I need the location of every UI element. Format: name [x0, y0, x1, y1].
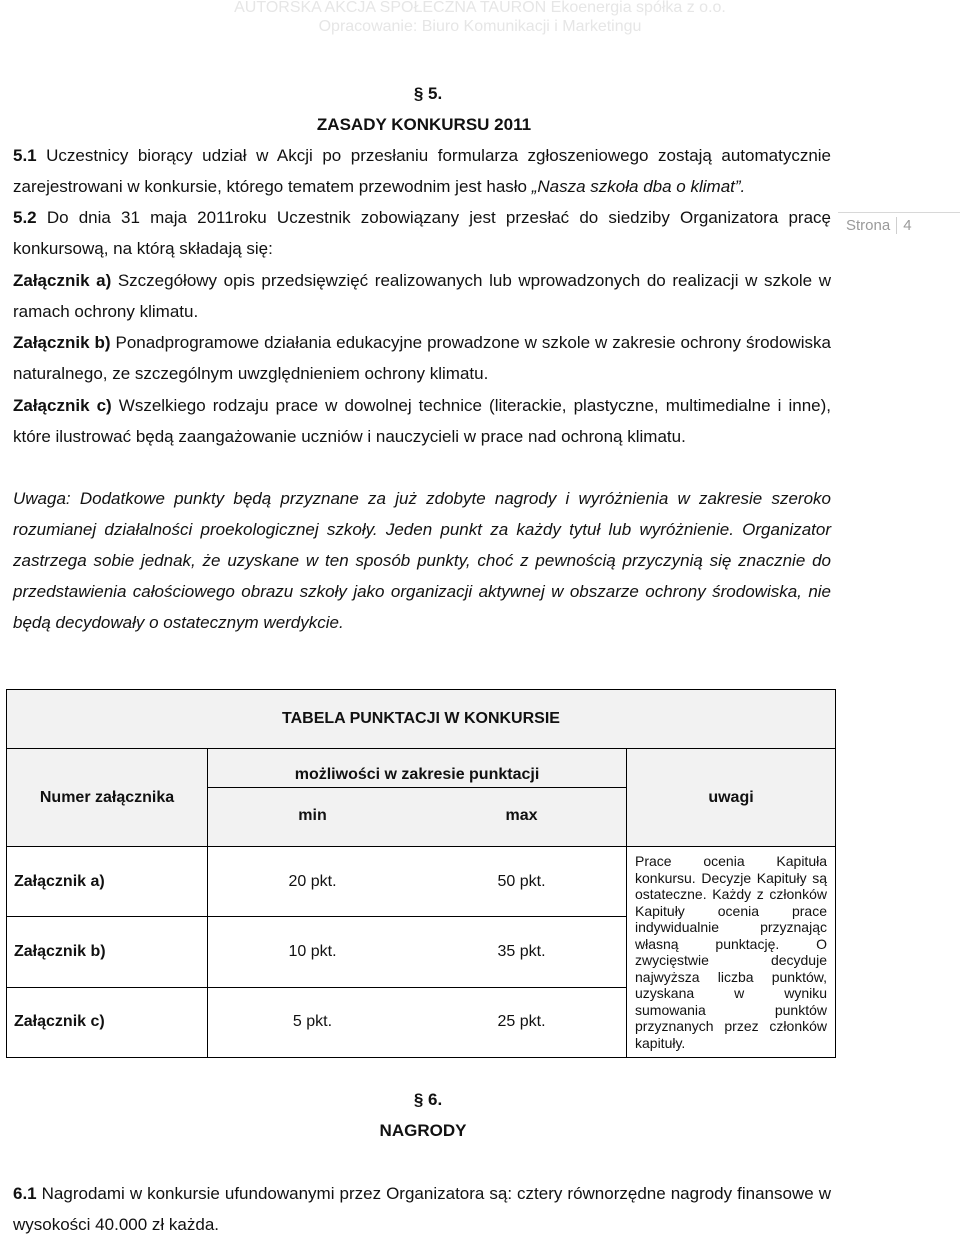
header-attachment: Numer załącznika — [7, 749, 208, 847]
paragraph-6-1-number: 6.1 — [13, 1184, 37, 1203]
attachment-a-label: Załącznik a) — [13, 271, 112, 290]
paragraph-5-2-text: Do dnia 31 maja 2011roku Uczestnik zobowiązany jest przesłać do siedziby Organizatora pracę konkursową, na którą składają się: — [13, 208, 831, 258]
section6-title: NAGRODY — [379, 1121, 467, 1140]
paragraph-5-2 — [13, 202, 831, 264]
row-a-max: 50 pkt. — [417, 847, 627, 917]
row-c-max: 25 pkt. — [417, 987, 627, 1057]
contest-motto: „Nasza szkoła dba o klimat”. — [531, 177, 746, 196]
attachment-a-text: Szczegółowy opis przedsięwzięć realizowanych lub wprowadzonych do realizacji w szkole w ramach ochrony klimatu. — [13, 271, 832, 321]
table-caption: TABELA PUNKTACJI W KONKURSIE — [7, 690, 836, 749]
page-label: Strona — [846, 217, 891, 234]
attachment-b-text: Ponadprogramowe działania edukacyjne prowadzone w szkole w zakresie ochrony środowiska naturalnego, ze szczególnym uwzględnieniem ochrony klimatu. — [13, 333, 831, 383]
row-a-min: 20 pkt. — [208, 847, 418, 917]
paragraph-5-2-number: 5.2 — [13, 208, 37, 227]
document-header — [0, 0, 960, 44]
table-row — [7, 847, 836, 917]
page-indicator — [846, 217, 912, 234]
side-rule — [838, 212, 960, 213]
table-notes: Prace ocenia Kapituła konkursu. Decyzje Kapituły są ostateczne. Każdy z członków Kapituły ocenia prace indywidualnie przyznając własną punktację. O zwycięstwie decyduje najwyższa liczba punktów, uzyskana w wyniku sumowania punktów przyznanych przez członków kapituły. — [627, 847, 836, 1058]
row-b-label: Załącznik b) — [7, 917, 208, 987]
row-c-min: 5 pkt. — [208, 987, 418, 1057]
paragraph-5-1 — [13, 140, 831, 202]
header-notes: uwagi — [627, 749, 836, 847]
section6-number: § 6. — [413, 1090, 443, 1109]
paragraph-5-1-text: Uczestnicy biorący udział w Akcji po przesłaniu formularza zgłoszeniowego zostają automatycznie zarejestrowani w konkursie, którego tematem przewodnim jest hasło — [13, 146, 831, 196]
section5-title: ZASADY KONKURSU 2011 — [316, 115, 532, 134]
paragraph-6-1 — [13, 1178, 831, 1240]
attachment-b — [13, 327, 831, 389]
scoring-table — [6, 689, 836, 1058]
paragraph-6-1-text: Nagrodami w konkursie ufundowanymi przez Organizatora są: cztery równorzędne nagrody finansowe w wysokości 40.000 zł każda. — [13, 1184, 831, 1234]
header-department: Opracowanie: Biuro Komunikacji i Marketingu — [318, 18, 642, 35]
header-possibilities — [208, 749, 627, 847]
header-possibilities-label: możliwości w zakresie punktacji — [208, 751, 626, 788]
attachment-c — [13, 390, 831, 452]
header-min: min — [298, 807, 327, 824]
row-b-max: 35 pkt. — [417, 917, 627, 987]
attachment-c-text: Wszelkiego rodzaju prace w dowolnej technice (literackie, plastyczne, multimedialne i inne), które ilustrować będą zaangażowanie uczniów i nauczycieli w prace nad ochroną klimatu. — [13, 396, 831, 446]
row-a-label: Załącznik a) — [7, 847, 208, 917]
row-c-label: Załącznik c) — [7, 987, 208, 1057]
paragraph-5-1-number: 5.1 — [13, 146, 37, 165]
section5-number: § 5. — [413, 84, 443, 103]
header-company: AUTORSKA AKCJA SPÓŁECZNA TAURON Ekoenergia spółka z o.o. — [234, 0, 726, 16]
attachment-c-label: Załącznik c) — [13, 396, 112, 415]
header-max: max — [505, 807, 538, 824]
row-b-min: 10 pkt. — [208, 917, 418, 987]
attachment-a — [13, 265, 831, 327]
page-number: 4 — [896, 217, 911, 234]
note-paragraph: Uwaga: Dodatkowe punkty będą przyznane za już zdobyte nagrody i wyróżnienia w zakresie szeroko rozumianej działalności proekologicznej szkoły. Jeden punkt za każdy tytuł lub wyróżnienie. Organizator zastrzega sobie jednak, że uzyskane w ten sposób punkty, choć z pewnością przyczynią się znacznie do przedstawienia całościowego obrazu szkoły jako organizacji aktywnej w obszarze ochrony środowiska, nie będą decydowały o ostatecznym werdykcie. — [13, 489, 831, 632]
attachment-b-label: Załącznik b) — [13, 333, 111, 352]
